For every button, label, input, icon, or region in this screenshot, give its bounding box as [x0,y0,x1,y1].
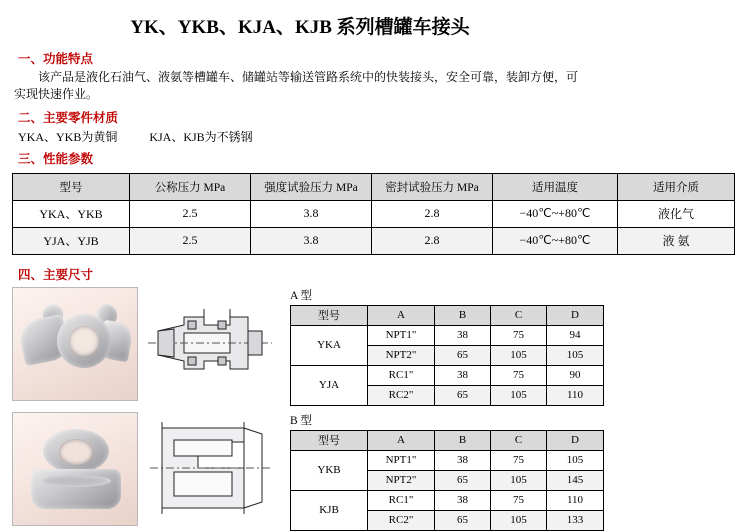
dim-b-col-c: C [491,430,547,450]
dim-b-cell: 110 [547,490,604,510]
dimension-block-b [290,412,604,531]
table-row [291,450,604,470]
dim-a-cell-model: YKA [291,325,368,365]
dim-a-cell: 75 [491,365,547,385]
table-row [13,200,735,227]
dim-a-col-a: A [368,305,435,325]
dim-a-cell: 105 [547,345,604,365]
dim-b-cell: 38 [435,490,491,510]
dim-b-cell: 65 [435,470,491,490]
dim-b-cell-model: YKB [291,450,368,490]
table-header-row [291,430,604,450]
dim-b-cell: 105 [547,450,604,470]
material-left: YKA、YKB为黄铜 [18,129,118,144]
dim-b-cell: 145 [547,470,604,490]
dim-b-cell: 133 [547,510,604,530]
features-paragraph: 该产品是液化石油气、液氨等槽罐车、储罐站等输送管路系统中的快装接头，安全可靠，装卸方便，可实现快速作业。 [14,70,579,102]
dim-b-col-model: 型号 [291,430,368,450]
perf-cell: 液化气 [618,200,735,227]
dim-a-cell: NPT1" [368,325,435,345]
table-row [291,365,604,385]
page-title: YK、YKB、KJA、KJB 系列槽罐车接头 [130,17,470,38]
dimension-table-a [290,305,604,406]
material-right: KJA、KJB为不锈钢 [149,129,253,144]
dim-b-cell: 75 [491,490,547,510]
dimension-label-a: A 型 [290,289,313,302]
dim-a-cell: 65 [435,345,491,365]
dim-b-cell: 105 [491,510,547,530]
photo-b [12,412,138,526]
dim-a-cell: 110 [547,385,604,405]
perf-cell: −40℃~+80℃ [493,227,618,254]
perf-col-seal: 密封试验压力 MPa [372,173,493,200]
drawing-a-svg [144,287,276,399]
dim-a-cell: RC1" [368,365,435,385]
dim-a-col-model: 型号 [291,305,368,325]
perf-cell: 3.8 [251,200,372,227]
perf-cell: 2.8 [372,227,493,254]
dim-a-cell: 38 [435,365,491,385]
perf-cell: 液 氨 [618,227,735,254]
dim-a-col-d: D [547,305,604,325]
photo-b-part [41,475,111,487]
section-heading-performance: 三、性能参数 [18,151,94,166]
table-row [291,490,604,510]
perf-col-medium: 适用介质 [618,173,735,200]
dim-a-cell: 75 [491,325,547,345]
perf-cell: 2.5 [130,227,251,254]
dim-a-cell: NPT2" [368,345,435,365]
dim-b-cell: NPT1" [368,450,435,470]
section-heading-features: 一、功能特点 [18,52,94,66]
dim-b-col-d: D [547,430,604,450]
performance-table [12,173,735,255]
dimension-row-a [12,287,590,406]
dim-a-cell: 105 [491,385,547,405]
dim-b-cell: 75 [491,450,547,470]
dim-b-cell: RC2" [368,510,435,530]
drawing-a [144,287,276,399]
dim-b-cell: 65 [435,510,491,530]
dim-a-cell: 65 [435,385,491,405]
dimension-label-b: B 型 [290,414,313,427]
dim-a-cell: 94 [547,325,604,345]
dim-b-cell: RC1" [368,490,435,510]
perf-col-model: 型号 [13,173,130,200]
perf-cell: 3.8 [251,227,372,254]
material-line [18,128,600,145]
dim-a-col-c: C [491,305,547,325]
dimension-row-b [12,412,590,531]
drawing-b-svg [144,412,276,524]
dim-a-cell: 38 [435,325,491,345]
dim-a-cell-model: YJA [291,365,368,405]
perf-cell: 2.8 [372,200,493,227]
dim-a-cell: 90 [547,365,604,385]
perf-cell: YKA、YKB [13,200,130,227]
dimension-table-b [290,430,604,531]
perf-cell: YJA、YJB [13,227,130,254]
dim-b-col-b: B [435,430,491,450]
table-header-row [13,173,735,200]
dim-b-cell: NPT2" [368,470,435,490]
perf-col-strength: 强度试验压力 MPa [251,173,372,200]
dim-a-cell: RC2" [368,385,435,405]
dimensions-rows [12,287,590,531]
dim-b-cell-model: KJB [291,490,368,530]
perf-cell: 2.5 [130,200,251,227]
dimension-block-a [290,287,604,406]
dim-a-cell: 105 [491,345,547,365]
table-header-row [291,305,604,325]
table-row [291,325,604,345]
dim-b-cell: 105 [491,470,547,490]
perf-cell: −40℃~+80℃ [493,200,618,227]
performance-table-wrap [12,173,699,255]
photo-b-bore [59,439,93,465]
table-row [13,227,735,254]
perf-col-nominal: 公称压力 MPa [130,173,251,200]
dim-a-col-b: B [435,305,491,325]
drawing-b [144,412,276,524]
section-heading-dimensions: 四、主要尺寸 [18,267,94,282]
photo-a-bore [69,326,99,356]
dim-b-cell: 38 [435,450,491,470]
dim-b-col-a: A [368,430,435,450]
photo-a [12,287,138,401]
section-heading-material: 二、主要零件材质 [18,110,119,125]
perf-col-temp: 适用温度 [493,173,618,200]
